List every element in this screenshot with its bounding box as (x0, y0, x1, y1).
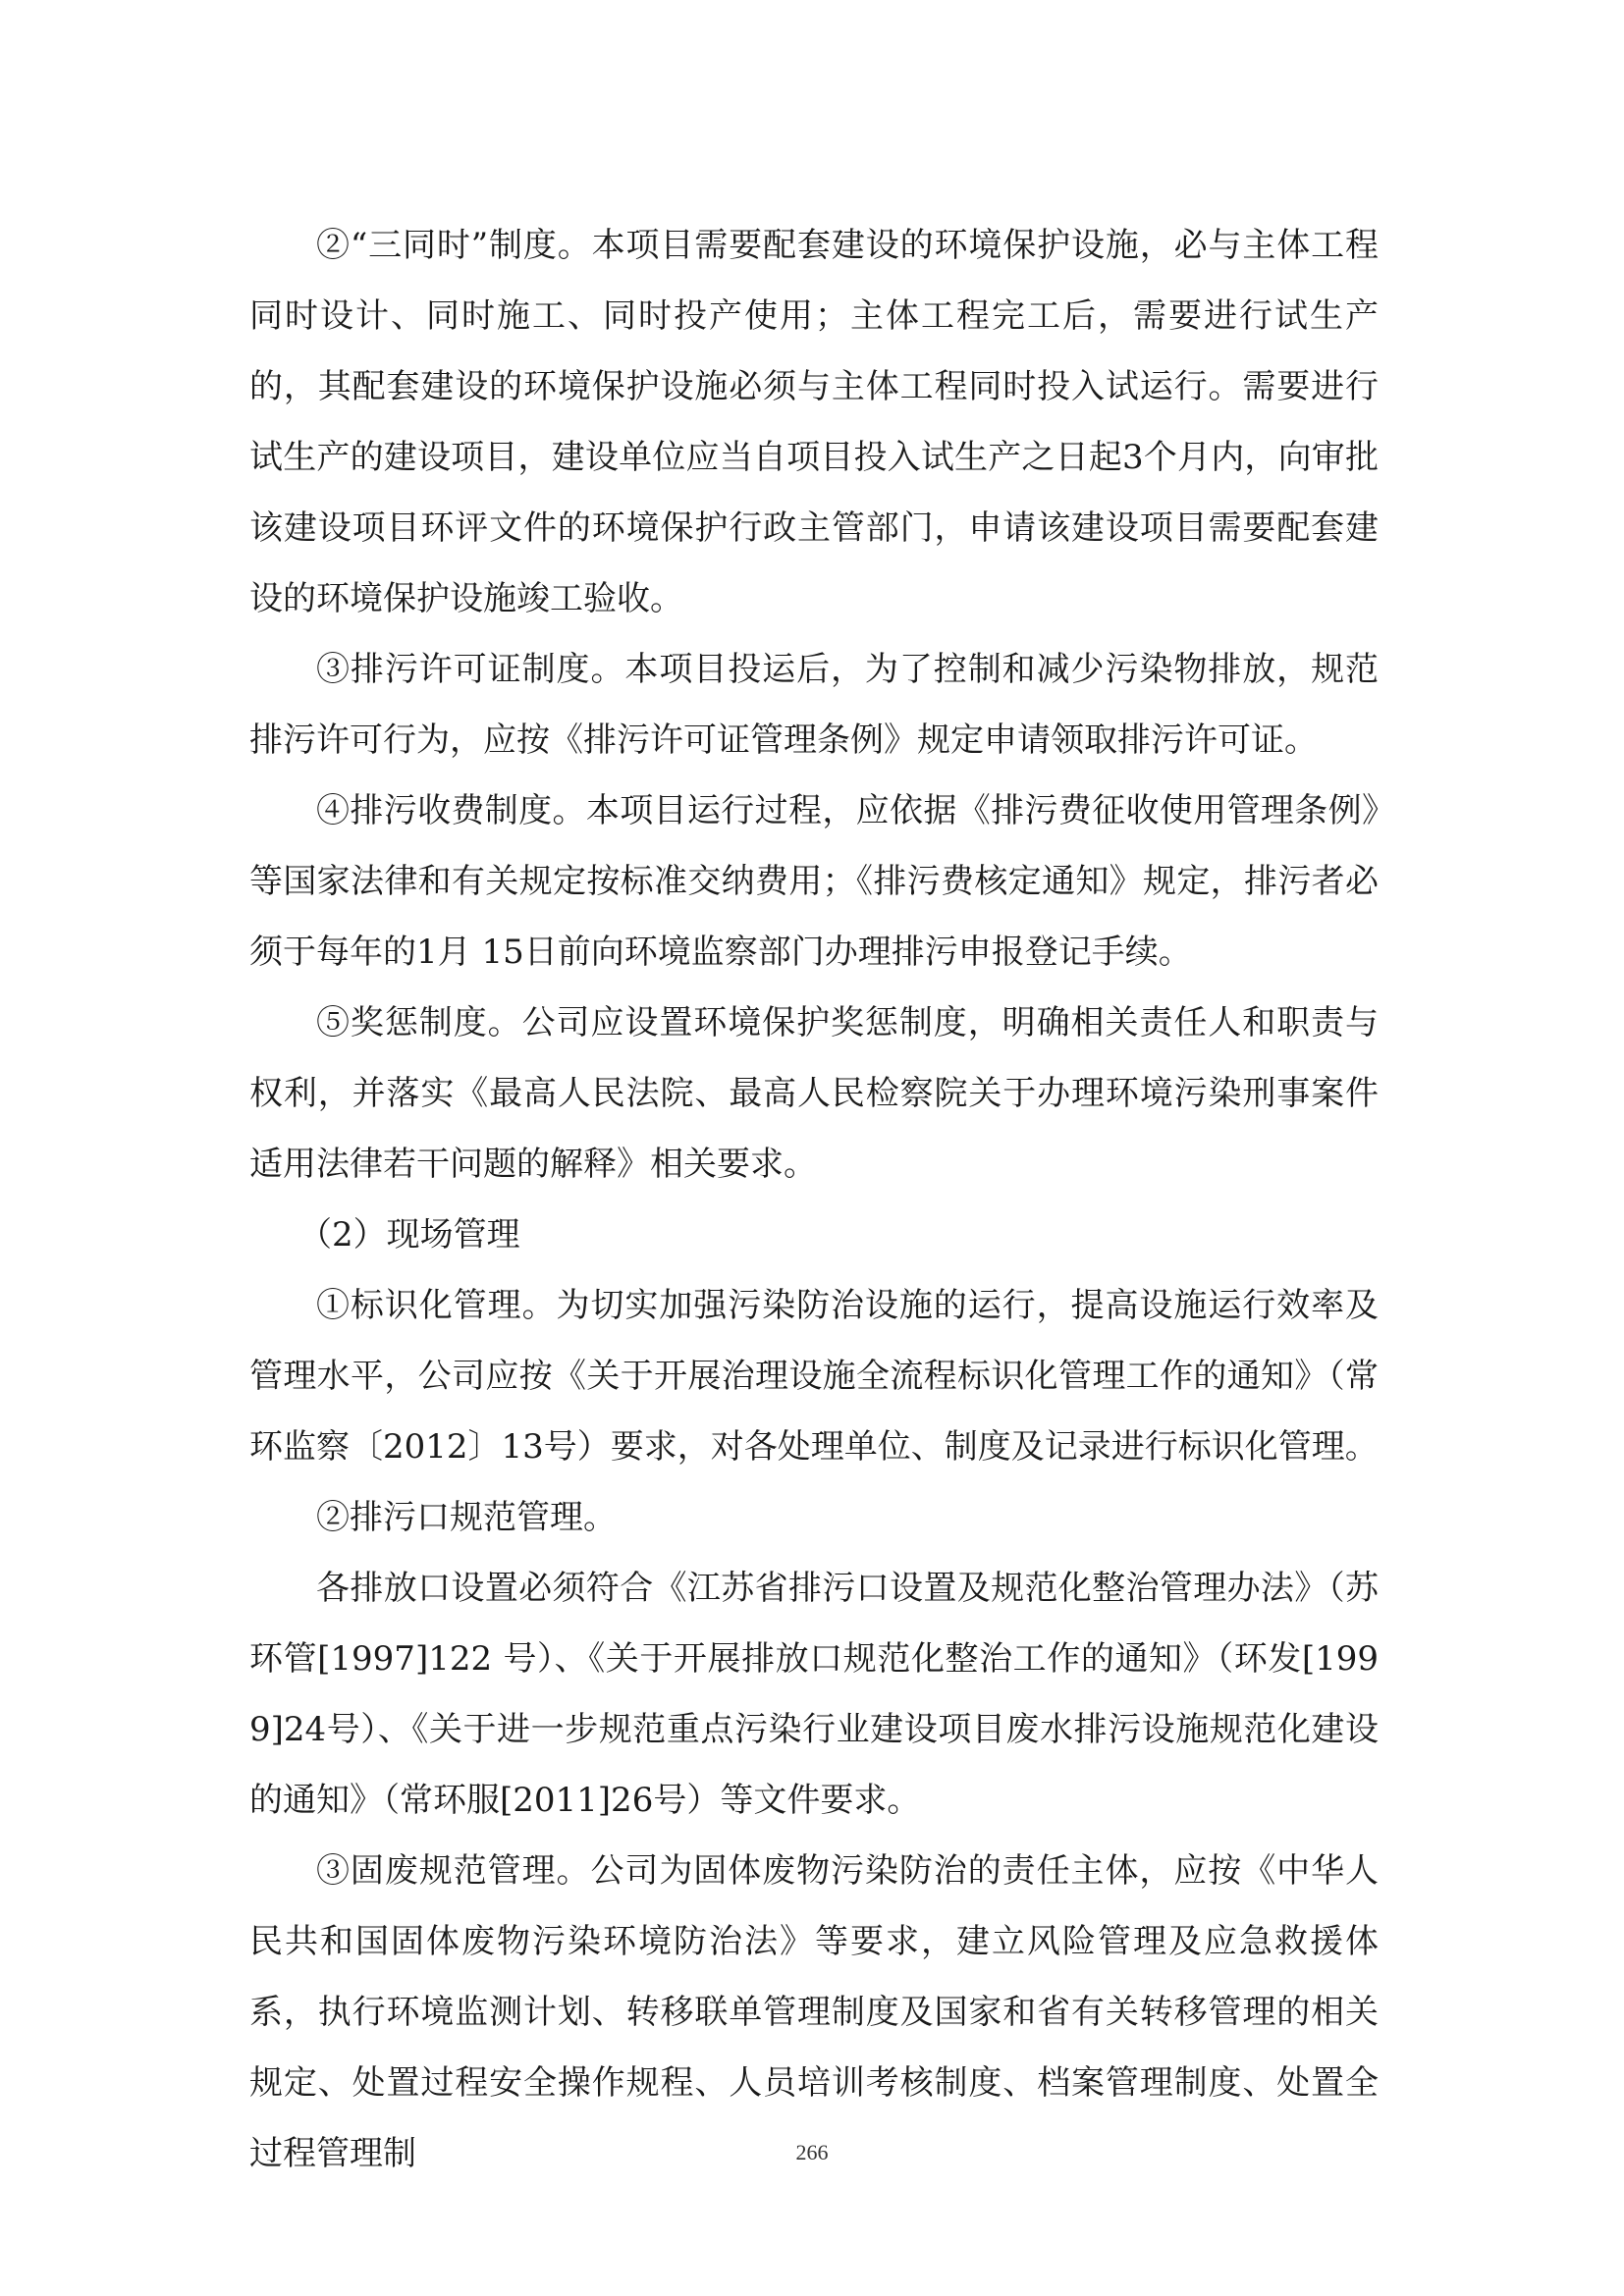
paragraph-three-simultaneous: ②“三同时”制度。本项目需要配套建设的环境保护设施，必与主体工程同时设计、同时施工、同时投产使用；主体工程完工后，需要进行试生产的，其配套建设的环境保护设施必须与主体工程同时投入试运行。需要进行试生产的建设项目，建设单位应当自项目投入试生产之日起3个月内，向审批该建设项目环评文件的环境保护行政主管部门，申请该建设项目需要配套建设的环境保护设施竣工验收。 (249, 226, 1379, 618)
paragraph-reward-penalty: ⑤奖惩制度。公司应设置环境保护奖惩制度，明确相关责任人和职责与权利，并落实《最高人民法院、最高人民检察院关于办理环境污染刑事案件适用法律若干问题的解释》相关要求。 (249, 1003, 1379, 1184)
paragraph-solid-waste-management: ③固废规范管理。公司为固体废物污染防治的责任主体，应按《中华人民共和国固体废物污染环境防治法》等要求，建立风险管理及应急救援体系，执行环境监测计划、转移联单管理制度及国家和省有关转移管理的相关规定、处置过程安全操作规程、人员培训考核制度、档案管理制度、处置全过程管理制 (249, 1851, 1379, 2173)
paragraph-discharge-fee: ④排污收费制度。本项目运行过程，应依据《排污费征收使用管理条例》等国家法律和有关规定按标准交纳费用；《排污费核定通知》规定，排污者必须于每年的1月 15日前向环境监察部门办理排污申报登记手续。 (249, 791, 1379, 972)
section-heading-site-management: （2）现场管理 (298, 1215, 520, 1255)
document-body (249, 210, 1379, 2189)
paragraph-outlet-requirements: 各排放口设置必须符合《江苏省排污口设置及规范化整治管理办法》（苏环管[1997]122 号）、《关于开展排放口规范化整治工作的通知》（环发[1999]24号）、《关于进一步规范重点污染行业建设项目废水排污设施规范化建设的通知》（常环服[2011]26号）等文件要求。 (249, 1569, 1379, 1820)
paragraph-outlet-management-title: ②排污口规范管理。 (316, 1498, 617, 1537)
page-number: 266 (795, 2140, 829, 2164)
paragraph-discharge-permit: ③排污许可证制度。本项目投运后，为了控制和减少污染物排放，规范排污许可行为，应按《排污许可证管理条例》规定申请领取排污许可证。 (249, 650, 1379, 760)
paragraph-labeling-management: ①标识化管理。为切实加强污染防治设施的运行，提高设施运行效率及管理水平，公司应按《关于开展治理设施全流程标识化管理工作的通知》（常环监察〔2012〕13号）要求，对各处理单位、制度及记录进行标识化管理。 (249, 1286, 1379, 1467)
